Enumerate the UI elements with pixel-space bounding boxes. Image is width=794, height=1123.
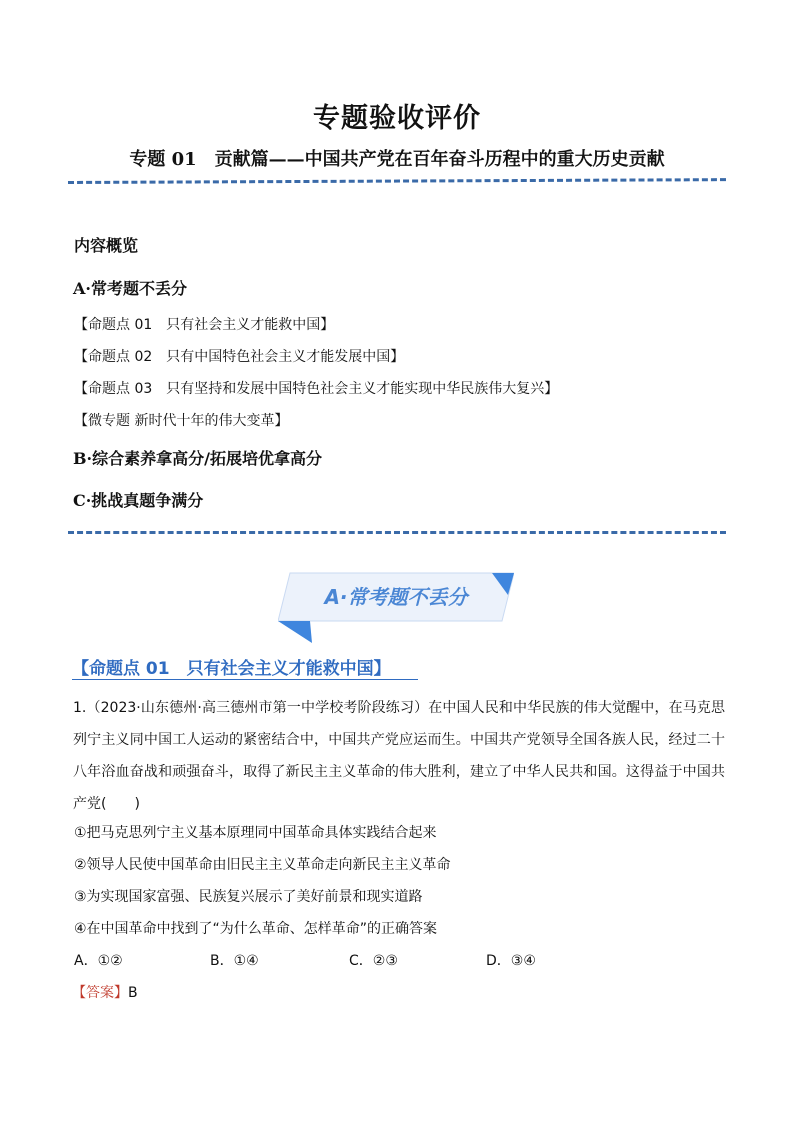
statement-1: ①把马克思列宁主义基本原理同中国革命具体实践结合起来 bbox=[74, 825, 437, 841]
overview-item: 【微专题 新时代十年的伟大变革】 bbox=[74, 413, 289, 429]
choice-b: B．①④ bbox=[210, 953, 259, 969]
answer-line bbox=[72, 982, 138, 1002]
statement-2: ②领导人民使中国革命由旧民主主义革命走向新民主主义革命 bbox=[74, 857, 451, 873]
overview-section-c: C·挑战真题争满分 bbox=[73, 491, 204, 510]
page-subtitle: 专题 01 贡献篇——中国共产党在百年奋斗历程中的重大历史贡献 bbox=[129, 149, 665, 170]
overview-item: 【命题点 01 只有社会主义才能救中国】 bbox=[74, 317, 335, 333]
divider-bottom bbox=[68, 531, 726, 534]
overview-section-a: A·常考题不丢分 bbox=[73, 279, 187, 298]
overview-item: 【命题点 02 只有中国特色社会主义才能发展中国】 bbox=[74, 349, 405, 365]
choice-a: A．①② bbox=[74, 953, 123, 969]
statement-3: ③为实现国家富强、民族复兴展示了美好前景和现实道路 bbox=[74, 889, 423, 905]
choice-c: C．②③ bbox=[349, 953, 398, 969]
statement-4: ④在中国革命中找到了“为什么革命、怎样革命”的正确答案 bbox=[74, 921, 438, 937]
choice-d: D．③④ bbox=[486, 953, 536, 969]
page-title: 专题验收评价 bbox=[313, 103, 481, 134]
topic-heading: 【命题点 01 只有社会主义才能救中国】 bbox=[72, 659, 391, 679]
answer-value: B bbox=[128, 985, 138, 1001]
overview-heading: 内容概览 bbox=[74, 236, 139, 255]
question-stem: 1.（2023·山东德州·高三德州市第一中学校考阶段练习）在中国人民和中华民族的伟大觉醒中，在马克思列宁主义同中国工人运动的紧密结合中，中国共产党应运而生。中国共产党领导全国各族人民，经过二十八年浴血奋战和顽强奋斗，取得了新民主主义革命的伟大胜利，建立了中华人民共和国。这得益于中国共产党( ) bbox=[73, 700, 725, 812]
topic-underline bbox=[72, 679, 418, 680]
divider-top bbox=[68, 178, 726, 184]
overview-section-b: B·综合素养拿高分/拓展培优拿高分 bbox=[73, 449, 322, 468]
answer-tag: 【答案】 bbox=[72, 985, 128, 1001]
overview-item: 【命题点 03 只有坚持和发展中国特色社会主义才能实现中华民族伟大复兴】 bbox=[74, 381, 559, 397]
section-banner-label: A·常考题不丢分 bbox=[324, 585, 468, 609]
